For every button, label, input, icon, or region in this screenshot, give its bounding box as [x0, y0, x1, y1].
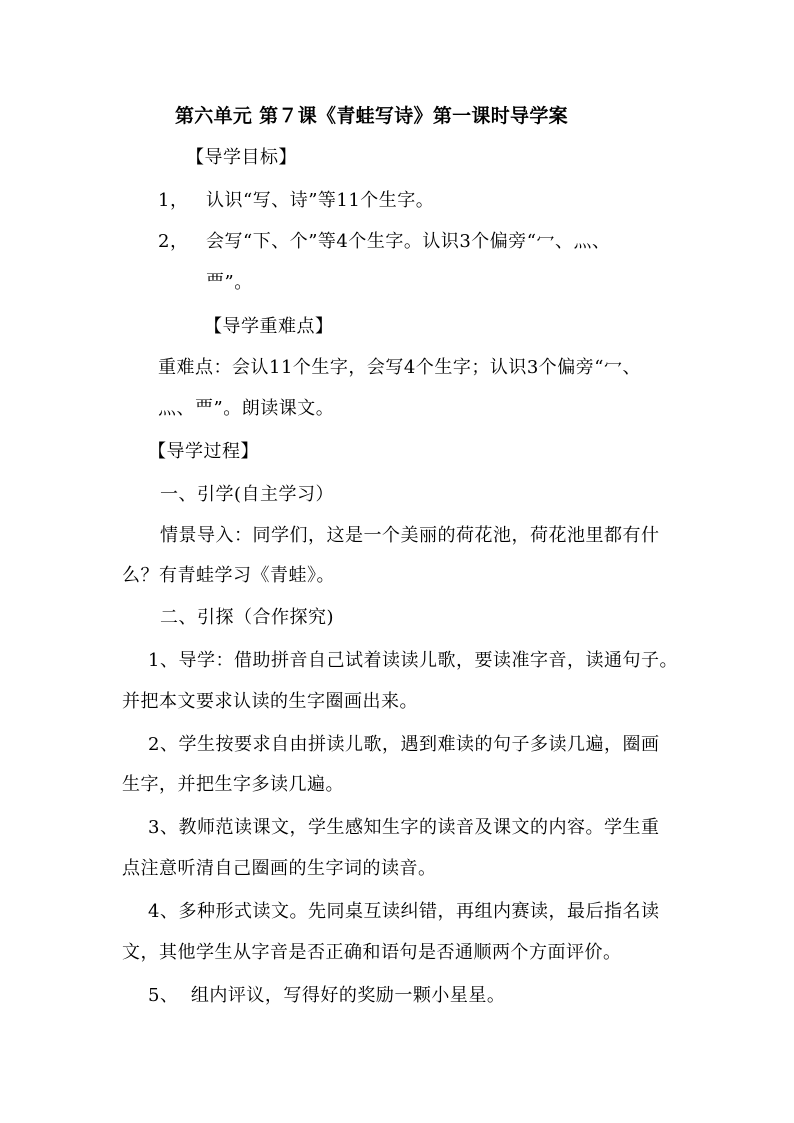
- goal-item-2: [158, 229, 611, 255]
- section-heading-goals: 【导学目标】: [186, 147, 297, 168]
- key-points-line-2: 灬、覀”。朗读课文。: [158, 398, 335, 419]
- step-1-line-2: 并把本文要求认读的生字圈画出来。: [122, 691, 418, 712]
- step-1-line-1: 1、导学：借助拼音自己试着读读儿歌，要读准字音，读通句子。: [148, 650, 678, 671]
- step-5-line-1: 5、 组内评议，写得好的奖励一颗小星星。: [148, 985, 506, 1006]
- section-heading-key-points: 【导学重难点】: [204, 316, 334, 337]
- goal-item-1-number: 1，: [158, 190, 189, 211]
- step-4-line-2: 文，其他学生从字音是否正确和语句是否通顺两个方面评价。: [122, 942, 622, 963]
- step-2-line-1: 2、学生按要求自由拼读儿歌，遇到难读的句子多读几遍，圈画: [148, 734, 660, 755]
- part-2-heading: 二、引探（合作探究): [160, 607, 335, 628]
- part-1-paragraph-line-2: 么？有青蛙学习《青蛙》。: [122, 565, 335, 586]
- goal-item-1: [158, 188, 434, 214]
- key-points-line-1: 重难点：会认11个生字，会写4个生字；认识3个偏旁“冖、: [158, 357, 642, 378]
- goal-item-2-continuation: 覀”。: [206, 272, 253, 293]
- goal-item-2-number: 2，: [158, 231, 189, 252]
- part-1-paragraph-line-1: 情景导入：同学们，这是一个美丽的荷花池，荷花池里都有什: [160, 525, 660, 546]
- step-2-line-2: 生字，并把生字多读几遍。: [122, 774, 344, 795]
- step-3-line-1: 3、教师范读课文，学生感知生字的读音及课文的内容。学生重: [148, 817, 660, 838]
- part-1-heading: 一、引学(自主学习）: [160, 484, 335, 505]
- step-3-line-2: 点注意听清自己圈画的生字词的读音。: [122, 858, 437, 879]
- goal-item-1-text: 认识“写、诗”等11个生字。: [206, 190, 435, 211]
- document-title: 第六单元 第７课《青蛙写诗》第一课时导学案: [175, 105, 568, 127]
- section-heading-process: 【导学过程】: [148, 441, 259, 462]
- step-4-line-1: 4、多种形式读文。先同桌互读纠错，再组内赛读，最后指名读: [148, 901, 660, 922]
- goal-item-2-text: 会写“下、个”等4个生字。认识3个偏旁“冖、灬、: [206, 231, 611, 252]
